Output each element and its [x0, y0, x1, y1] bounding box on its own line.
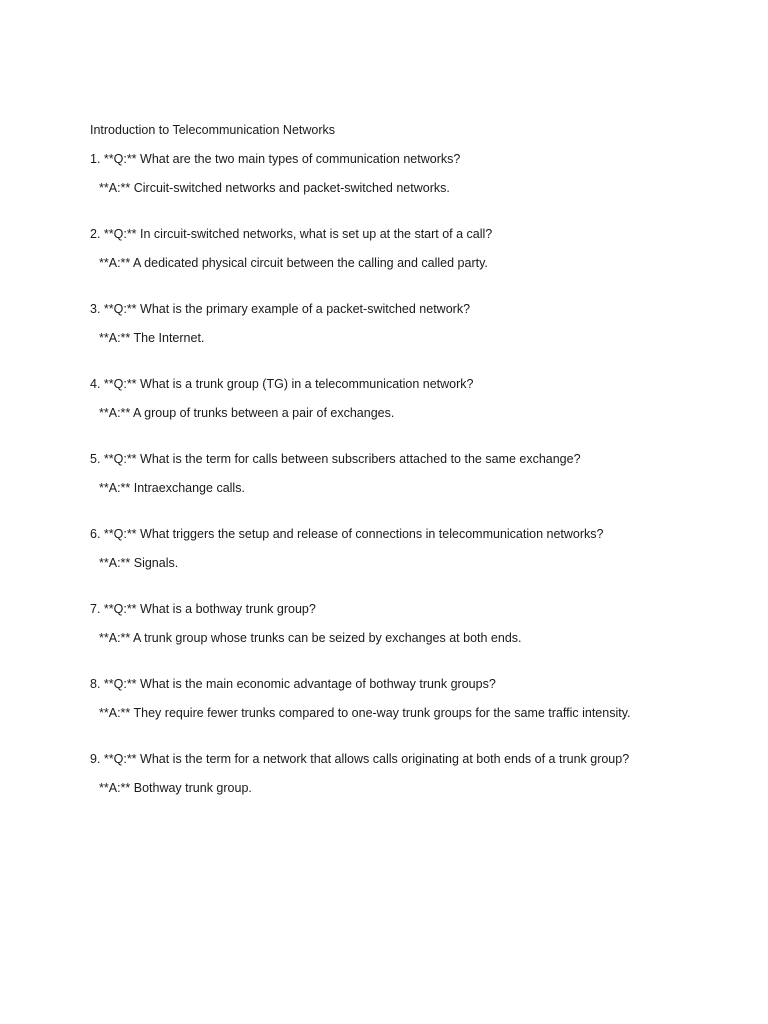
question-text: 6. **Q:** What triggers the setup and release of connections in telecommunication networks?: [90, 527, 604, 541]
qa-item: [90, 376, 730, 422]
answer-text: **A:** The Internet.: [99, 331, 205, 345]
answer-text: **A:** A trunk group whose trunks can be seized by exchanges at both ends.: [99, 631, 522, 645]
qa-item: [90, 601, 730, 647]
answer-text: **A:** Intraexchange calls.: [99, 481, 245, 495]
answer-text: **A:** A group of trunks between a pair of exchanges.: [99, 406, 395, 420]
qa-item: [90, 751, 730, 797]
answer-text: **A:** Signals.: [99, 556, 179, 570]
qa-item: [90, 451, 730, 497]
question-text: 2. **Q:** In circuit-switched networks, what is set up at the start of a call?: [90, 227, 493, 241]
qa-item: [90, 676, 730, 722]
document-page: [90, 122, 730, 826]
answer-text: **A:** They require fewer trunks compared to one-way trunk groups for the same traffic intensity.: [99, 706, 631, 720]
question-text: 1. **Q:** What are the two main types of communication networks?: [90, 152, 461, 166]
question-text: 4. **Q:** What is a trunk group (TG) in a telecommunication network?: [90, 377, 474, 391]
question-text: 7. **Q:** What is a bothway trunk group?: [90, 602, 316, 616]
qa-item: [90, 226, 730, 272]
question-text: 5. **Q:** What is the term for calls between subscribers attached to the same exchange?: [90, 452, 581, 466]
question-text: 3. **Q:** What is the primary example of a packet-switched network?: [90, 302, 471, 316]
question-text: 8. **Q:** What is the main economic advantage of bothway trunk groups?: [90, 677, 496, 691]
qa-item: [90, 526, 730, 572]
qa-item: [90, 151, 730, 197]
answer-text: **A:** Bothway trunk group.: [99, 781, 252, 795]
qa-list: [90, 151, 730, 797]
qa-item: [90, 301, 730, 347]
answer-text: **A:** A dedicated physical circuit between the calling and called party.: [99, 256, 488, 270]
document-title: Introduction to Telecommunication Networks: [90, 123, 336, 137]
question-text: 9. **Q:** What is the term for a network that allows calls originating at both ends of a trunk group?: [90, 752, 630, 766]
answer-text: **A:** Circuit-switched networks and packet-switched networks.: [99, 181, 450, 195]
